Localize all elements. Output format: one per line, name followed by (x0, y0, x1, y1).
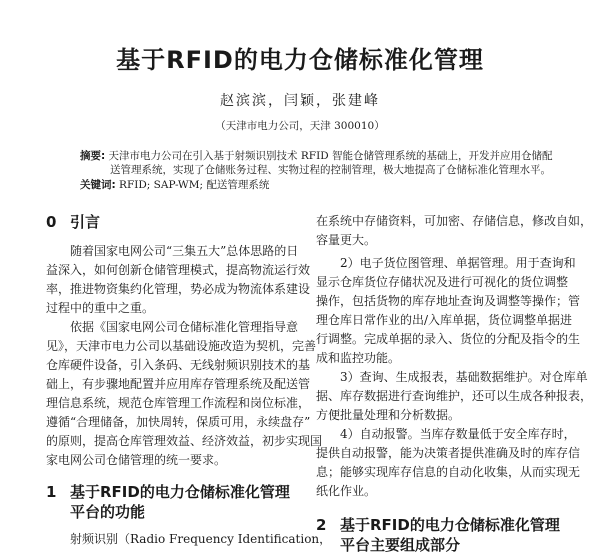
section-2-heading-line-1 (316, 515, 578, 535)
section-0-title: 引言 (70, 213, 101, 231)
text-line: 方便批量处理和分析数据。 (316, 408, 461, 422)
text-line: 行调整。完成单据的录入、货位的分配及指令的生 (316, 332, 581, 346)
text-line: 随着国家电网公司“三集五大”总体思路的日 (70, 244, 299, 258)
text-line: 础上，有步骤地配置并应用库存管理系统及配送管 (46, 377, 311, 391)
text-line: 过程中的重中之重。 (46, 301, 155, 315)
left-column (46, 212, 332, 549)
section-2-heading (316, 515, 578, 555)
text-line: 遵循“合理储备，加快周转，保质可用，永续盘存” (46, 415, 311, 429)
section-2-title-1: 基于RFID的电力仓储标准化管理 (340, 516, 560, 534)
section-1-title-2: 平台的功能 (70, 503, 146, 521)
text-line: 家电网公司仓储管理的统一要求。 (46, 453, 227, 467)
text-line: 理信息系统，规范仓库管理工作流程和岗位标准， (46, 396, 311, 410)
text-line: 3）查询、生成报表，基础数据维护。对仓库单 (340, 370, 588, 384)
text-line: 射频识别（Radio Frequency Identification， (70, 532, 332, 546)
intro-paragraph-1 (46, 242, 311, 318)
text-line: 成和监控功能。 (316, 351, 401, 365)
section-1-heading (46, 482, 304, 522)
section-1-number: 1 (46, 483, 57, 501)
text-line: 息；能够实现库存信息的自动化收集，从而实现无 (316, 465, 581, 479)
item-4-paragraph (316, 425, 581, 501)
section-1-heading-line-1 (46, 482, 304, 502)
text-line: 理仓库日常作业的出/入库单据，货位调整单据进 (316, 313, 573, 327)
keywords-line (80, 178, 550, 192)
affiliation: （天津市电力公司，天津 300010） (215, 120, 385, 132)
text-line: 容量更大。 (316, 233, 377, 247)
right-column (316, 212, 593, 555)
abstract-text-1: 天津市电力公司在引入基于射频识别技术 RFID 智能仓储管理系统的基础上，开发并应用仓储配 (108, 150, 553, 162)
text-line: 显示仓库货位存储状况及进行可视化的货位调整 (316, 275, 569, 289)
item-2-paragraph (316, 254, 581, 368)
text-line: 纸化作业。 (316, 484, 377, 498)
text-line: 益深入，如何创新仓储管理模式，提高物流运行效 (46, 263, 311, 277)
intro-paragraph-2 (46, 318, 323, 470)
abstract-line-2: 送管理系统，实现了仓储账务过程、实物过程的控制管理，极大地提高了仓储标准化管理水平。 (110, 164, 551, 176)
continued-paragraph (316, 212, 593, 250)
text-line: 提供自动报警，能为决策者提供准确及时的库存信 (316, 446, 581, 460)
text-line: 仓库硬件设备，引入条码、无线射频识别技术的基 (46, 358, 311, 372)
section-0-heading (46, 212, 304, 232)
abstract-label: 摘要: (80, 150, 106, 162)
section-1-title-1: 基于RFID的电力仓储标准化管理 (70, 483, 290, 501)
keywords-label: 关键词: (80, 179, 116, 191)
text-line: 率，推进物资集约化管理，势必成为物流体系建设 (46, 282, 311, 296)
text-line: 的原则，提高仓库管理效益、经济效益，初步实现国 (46, 434, 323, 448)
text-line: 操作，包括货物的库存地址查询及调整等操作；管 (316, 294, 581, 308)
paper-title: 基于RFID的电力仓储标准化管理 (116, 46, 484, 74)
text-line: 在系统中存储资料，可加密、存储信息，修改自如， (316, 214, 593, 228)
section-2-number: 2 (316, 516, 327, 534)
keywords-text: RFID; SAP-WM; 配送管理系统 (119, 179, 270, 191)
text-line: 依据《国家电网公司仓储标准化管理指导意 (70, 320, 299, 334)
authors: 赵滨滨，闫颖，张建峰 (220, 93, 380, 109)
text-line: 见》，天津市电力公司以基础设施改造为契机，完善 (46, 339, 317, 353)
section-0-number: 0 (46, 213, 57, 231)
item-3-paragraph (316, 368, 593, 425)
text-line: 4）自动报警。当库存数量低于安全库存时， (340, 427, 576, 441)
abstract-block (80, 149, 553, 192)
text-line: 据、库存数据进行查询维护，还可以生成各种报表， (316, 389, 593, 403)
section-2-title-2: 平台主要组成部分 (340, 536, 461, 554)
text-line: 2）电子货位图管理、单据管理。用于查询和 (340, 256, 576, 270)
abstract-line-1 (80, 149, 553, 163)
